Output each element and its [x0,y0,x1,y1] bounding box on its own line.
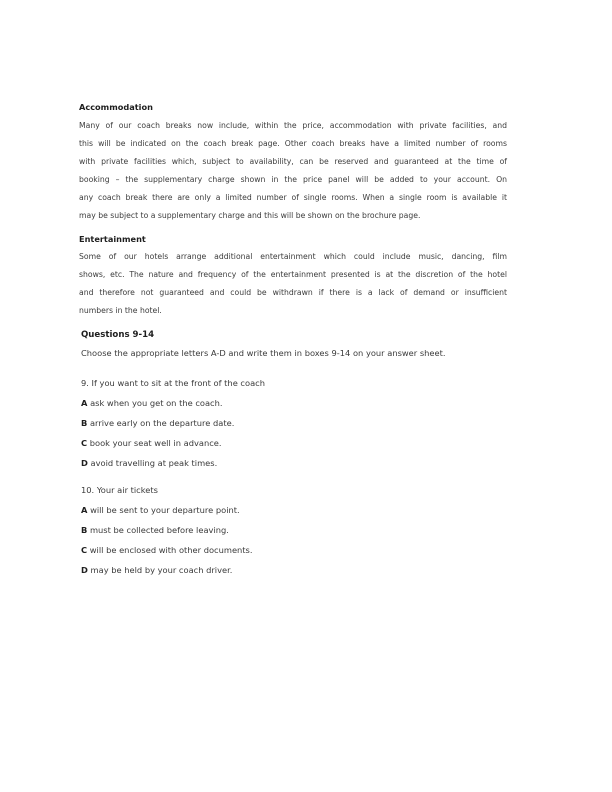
option-letter: A [81,505,88,515]
entertainment-line: numbers in the hotel. [79,306,162,315]
questions-section [81,330,511,358]
option-letter: B [81,418,88,428]
question-stem: 9. If you want to sit at the front of the coach [81,378,265,388]
question-9 [81,377,511,469]
answer-option [81,504,511,516]
accommodation-line: this will be indicated on the coach break page. Other coach breaks have a limited number of rooms [79,139,507,148]
question-10 [81,484,511,576]
option-text: may be held by your coach driver. [90,565,233,575]
entertainment-line: shows, etc. The nature and frequency of the entertainment presented is at the discretion of the hotel [79,270,507,279]
option-letter: B [81,525,88,535]
entertainment-section [79,233,507,320]
accommodation-line: booking – the supplementary charge shown in the price panel will be added to your account. On [79,175,507,184]
accommodation-line: may be subject to a supplementary charge and this will be shown on the brochure page. [79,211,421,220]
option-letter: C [81,438,88,448]
accommodation-paragraph [79,117,507,225]
question-stem: 10. Your air tickets [81,485,158,495]
accommodation-line: any coach break there are only a limited number of single rooms. When a single room is available it [79,193,507,202]
option-text: book your seat well in advance. [89,438,222,448]
option-letter: C [81,545,88,555]
questions-heading: Questions 9-14 [81,330,155,340]
answer-option [81,564,511,576]
accommodation-section [79,101,507,225]
option-text: will be enclosed with other documents. [89,545,253,555]
option-text: will be sent to your departure point. [90,505,240,515]
answer-option [81,544,511,556]
option-text: avoid travelling at peak times. [90,458,218,468]
answer-option [81,417,511,429]
answer-option [81,524,511,536]
entertainment-line: Some of our hotels arrange additional entertainment which could include music, dancing, film [79,252,507,261]
questions-instruction: Choose the appropriate letters A-D and write them in boxes 9-14 on your answer sheet. [81,348,446,358]
accommodation-line: Many of our coach breaks now include, within the price, accommodation with private facilities, and [79,121,507,130]
option-letter: D [81,565,88,575]
option-letter: A [81,398,88,408]
entertainment-line: and therefore not guaranteed and could be withdrawn if there is a lack of demand or insufficient [79,288,507,297]
accommodation-line: with private facilities which, subject to availability, can be reserved and guaranteed at the time of [79,157,507,166]
answer-option [81,457,511,469]
entertainment-paragraph [79,248,507,320]
option-letter: D [81,458,88,468]
accommodation-heading: Accommodation [79,102,153,112]
option-text: ask when you get on the coach. [90,398,223,408]
answer-option [81,437,511,449]
option-text: arrive early on the departure date. [89,418,235,428]
option-text: must be collected before leaving. [89,525,229,535]
answer-option [81,397,511,409]
entertainment-heading: Entertainment [79,234,146,244]
